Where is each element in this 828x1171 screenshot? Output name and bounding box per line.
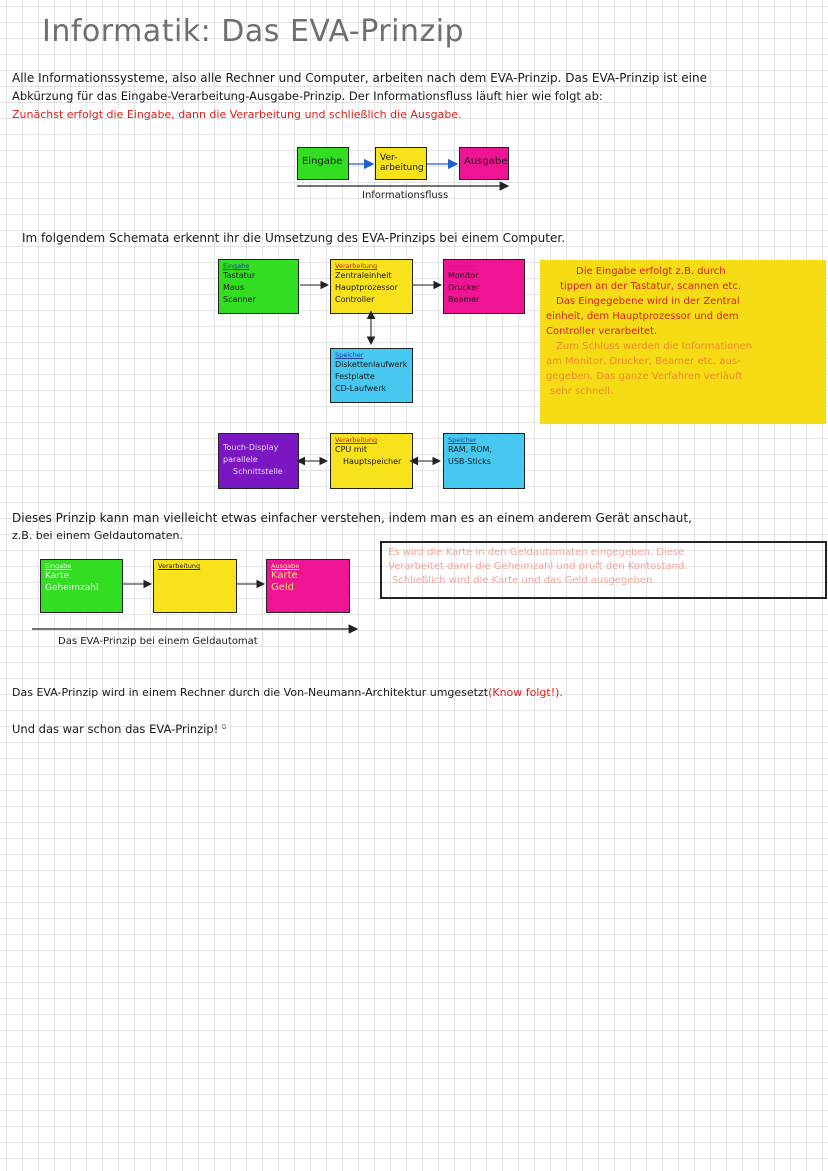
atm-ausgabe-header: Ausgabe (271, 562, 300, 570)
intro-line-2: Abkürzung für das Eingabe-Verarbeitung-Ausgabe-Prinzip. Der Informationsfluss läuft hier wie folgt ab: (12, 89, 603, 103)
atm-intro-line-1: Dieses Prinzip kann man vielleicht etwas einfacher verstehen, indem man es an einem anderem Gerät anschaut, (12, 511, 692, 525)
note-red-line: einheit, dem Hauptprozessor und dem (546, 311, 739, 322)
computer-ausgabe-item: Drucker (448, 283, 480, 292)
cpu-item: CPU mit (335, 445, 367, 454)
note-red-line: Das Eingegebene wird in der Zentral (556, 296, 740, 307)
computer-ausgabe-item: Monitor (448, 271, 479, 280)
neumann-note: (Know folgt!). (488, 686, 563, 699)
computer-verarbeitung-item: Zentraleinheit (335, 271, 392, 280)
cpu-item: Hauptspeicher (343, 457, 402, 466)
computer-verarbeitung-header: Verarbeitung (335, 262, 378, 270)
eva-verarbeitung-label-1: Ver- (380, 153, 398, 163)
computer-eingabe-item: Tastatur (223, 271, 256, 280)
touch-item: Schnittstelle (233, 467, 283, 476)
atm-eingabe-item: Geheimzahl (45, 583, 99, 593)
note-orange-line: am Monitor, Drucker, Beamer etc. aus- (546, 356, 741, 367)
computer-speicher-item: Festplatte (335, 372, 375, 381)
note-red-line: Die Eingabe erfolgt z.B. durch (576, 266, 726, 277)
note-red-line: Controller verarbeitet. (546, 326, 658, 337)
closing-line: Und das war schon das EVA-Prinzip! ᵕ̈ (12, 722, 227, 736)
computer-eingabe-item: Maus (223, 283, 245, 292)
cpu-header: Verarbeitung (335, 436, 378, 444)
atm-eingabe-header: Eingabe (45, 562, 72, 570)
computer-ausgabe-header: Ausgabe (448, 262, 477, 270)
eva-ausgabe-label: Ausgabe (464, 156, 508, 167)
atm-note-line: Verarbeitet dann die Geheimzahl und prüft den Kontostand. (388, 561, 688, 572)
schema-intro: Im folgendem Schemata erkennt ihr die Umsetzung des EVA-Prinzips bei einem Computer. (22, 231, 566, 245)
computer-eingabe-item: Scanner (223, 295, 256, 304)
computer-speicher-item: Diskettenlaufwerk (335, 360, 408, 369)
intro-line-3: Zunächst erfolgt die Eingabe, dann die Verarbeitung und schließlich die Ausgabe. (12, 108, 462, 121)
computer-verarbeitung-item: Hauptprozessor (335, 283, 398, 292)
intro-line-1: Alle Informationssysteme, also alle Rechner und Computer, arbeiten nach dem EVA-Prinzip. Das EVA-Prinzip ist eine (12, 71, 707, 85)
note-orange-line: gegeben. Das ganze Verfahren verläuft (546, 371, 743, 382)
atm-intro-line-2: z.B. bei einem Geldautomaten. (12, 529, 183, 542)
note-red-line: tippen an der Tastatur, scannen etc. (560, 281, 741, 292)
note-orange-line: sehr schnell. (550, 386, 614, 397)
atm-eingabe-item: Karte (45, 571, 70, 581)
note-orange-line: Zum Schluss werden die Informationen (556, 341, 753, 352)
touch-item: Touch-Display (223, 443, 279, 452)
computer-verarbeitung-item: Controller (335, 295, 375, 304)
page-title: Informatik: Das EVA-Prinzip (42, 14, 465, 49)
speicher2-header: Speicher (448, 436, 477, 444)
eva-eingabe-label: Eingabe (302, 156, 343, 167)
computer-speicher-header: Speicher (335, 351, 364, 359)
atm-ausgabe-item: Karte (271, 570, 298, 581)
atm-ausgabe-item: Geld (271, 582, 295, 593)
touch-item: parallele (223, 455, 258, 464)
computer-eingabe-header: Eingabe (223, 262, 250, 270)
neumann-text: Das EVA-Prinzip wird in einem Rechner durch die Von-Neumann-Architektur umgesetzt (12, 686, 489, 699)
computer-ausgabe-item: Beamer (448, 295, 480, 304)
atm-note-line: Schließlich wird die Karte und das Geld ausgegeben. (392, 575, 656, 586)
eva-verarbeitung-label-2: arbeitung (380, 163, 424, 173)
flow-label: Informationsfluss (362, 190, 449, 201)
speicher2-item: USB-Sticks (448, 457, 491, 466)
atm-note-line: Es wird die Karte in den Geldautomaten eingegeben. Diese (388, 547, 685, 558)
computer-speicher-item: CD-Laufwerk (335, 384, 387, 393)
speicher2-item: RAM, ROM, (448, 445, 492, 454)
atm-caption: Das EVA-Prinzip bei einem Geldautomat (58, 636, 258, 647)
atm-verarbeitung-header: Verarbeitung (158, 562, 201, 570)
